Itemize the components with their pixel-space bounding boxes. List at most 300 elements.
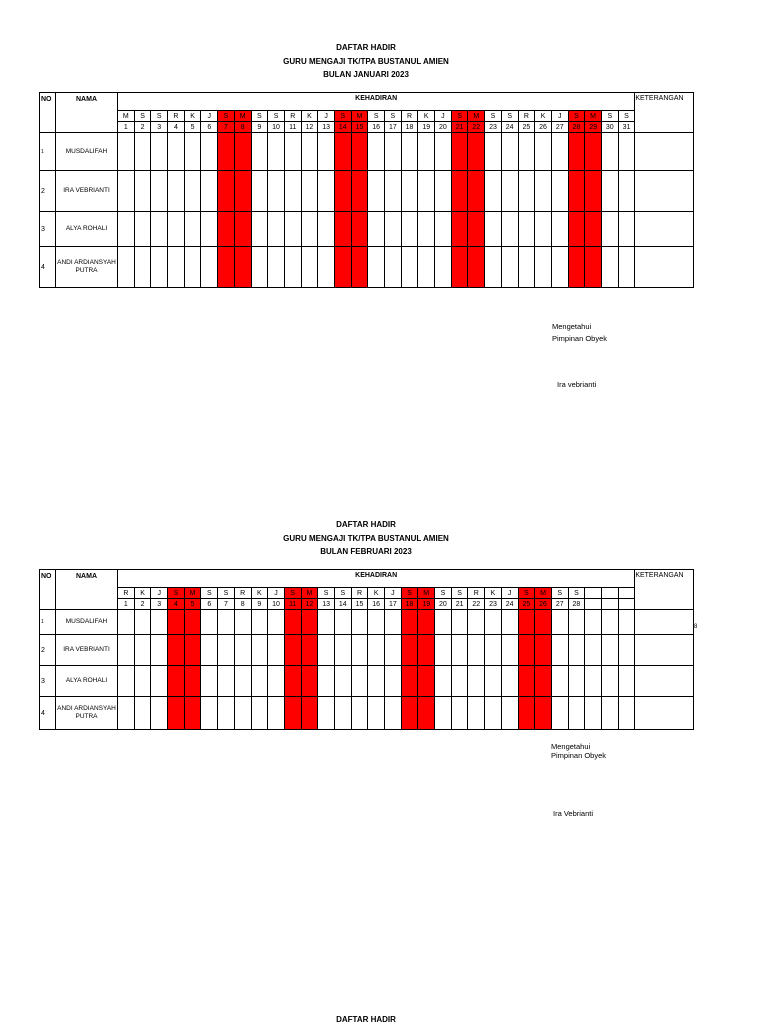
attendance-cell [568,635,585,666]
attendance-cell [568,133,585,171]
attendance-cell [268,610,285,635]
day-letter-cell: S [151,111,168,122]
day-letter-cell: M [585,111,602,122]
attendance-cell [284,212,301,247]
date-cell: 2 [134,122,151,133]
date-cell: 25 [518,599,535,610]
day-letter-cell: J [268,588,285,599]
attendance-cell [268,697,285,730]
row-number: 3 [40,666,56,697]
attendance-cell [401,610,418,635]
attendance-cell [201,171,218,212]
attendance-cell [518,635,535,666]
column-header-keterangan: KETERANGAN [635,570,694,610]
attendance-cell [585,635,602,666]
row-number: 1 [40,133,56,171]
column-header-no: NO [40,570,56,610]
attendance-cell [618,133,635,171]
attendance-cell [168,666,185,697]
remarks-cell [635,171,694,212]
attendance-cell [118,247,135,288]
attendance-cell [451,697,468,730]
attendance-cell [234,697,251,730]
date-cell: 5 [184,599,201,610]
table-row [40,212,694,247]
attendance-cell [385,133,402,171]
attendance-cell [201,697,218,730]
attendance-cell [351,212,368,247]
position-label: Pimpinan Obyek [552,334,608,343]
attendance-cell [351,666,368,697]
date-cell [618,599,635,610]
attendance-table-january [39,92,694,288]
date-cell: 28 [568,599,585,610]
remarks-cell [635,697,694,730]
attendance-cell [151,697,168,730]
attendance-cell [334,133,351,171]
attendance-cell [301,171,318,212]
attendance-cell [151,666,168,697]
attendance-cell [501,133,518,171]
attendance-cell [418,635,435,666]
attendance-cell [485,610,502,635]
date-cell: 24 [501,599,518,610]
attendance-cell [451,212,468,247]
attendance-cell [451,666,468,697]
attendance-cell [435,247,452,288]
attendance-cell [234,610,251,635]
day-letter-cell: M [468,111,485,122]
attendance-cell [268,133,285,171]
attendance-cell [318,610,335,635]
day-letter-cell: S [284,588,301,599]
date-cell: 16 [368,599,385,610]
attendance-cell [251,666,268,697]
day-letter-cell: R [234,588,251,599]
document-subtitle: GURU MENGAJI TK/TPA BUSTANUL AMIEN [283,533,449,543]
date-cell: 23 [485,599,502,610]
day-letter-cell: J [551,111,568,122]
attendance-cell [401,247,418,288]
attendance-cell [318,212,335,247]
day-letter-cell: S [218,111,235,122]
day-letter-cell: R [118,588,135,599]
attendance-cell [385,697,402,730]
attendance-cell [334,610,351,635]
table-row [40,666,694,697]
attendance-cell [468,247,485,288]
attendance-cell [318,171,335,212]
attendance-cell [618,635,635,666]
attendance-cell [251,212,268,247]
attendance-cell [151,212,168,247]
attendance-cell [435,666,452,697]
attendance-cell [501,171,518,212]
attendance-cell [418,247,435,288]
attendance-cell [268,666,285,697]
attendance-cell [234,133,251,171]
day-letter-cell: S [201,588,218,599]
document-title: DAFTAR HADIR [336,1015,396,1024]
attendance-cell [151,610,168,635]
attendance-cell [618,212,635,247]
day-letter-cell: S [451,588,468,599]
remarks-cell [635,635,694,666]
date-cell: 18 [401,122,418,133]
day-letter-cell: M [118,111,135,122]
signer-name: Ira vebrianti [557,380,597,389]
attendance-cell [385,212,402,247]
day-letter-cell: R [468,588,485,599]
table-row [40,133,694,171]
signer-name: Ira Vebrianti [553,809,594,818]
attendance-cell [184,171,201,212]
title-block-january [0,41,732,82]
day-letter-cell: S [218,588,235,599]
attendance-cell [251,247,268,288]
attendance-cell [385,635,402,666]
attendance-cell [234,247,251,288]
attendance-cell [234,171,251,212]
attendance-cell [251,171,268,212]
date-cell: 13 [318,122,335,133]
attendance-cell [134,247,151,288]
attendance-cell [451,635,468,666]
attendance-cell [334,247,351,288]
attendance-cell [401,212,418,247]
attendance-cell [234,666,251,697]
attendance-cell [618,247,635,288]
attendance-cell [301,133,318,171]
attendance-cell [418,212,435,247]
day-letter-cell: J [318,111,335,122]
date-cell [585,599,602,610]
attendance-cell [551,635,568,666]
attendance-cell [351,247,368,288]
attendance-cell [435,171,452,212]
day-letter-cell: R [518,111,535,122]
table-row [40,610,694,635]
attendance-cell [301,666,318,697]
attendance-cell [485,247,502,288]
day-letter-cell: K [535,111,552,122]
attendance-cell [551,666,568,697]
day-letter-cell: S [451,111,468,122]
attendance-cell [351,171,368,212]
attendance-cell [168,133,185,171]
date-cell: 13 [318,599,335,610]
attendance-cell [134,635,151,666]
attendance-cell [601,247,618,288]
attendance-cell [568,666,585,697]
date-cell: 3 [151,599,168,610]
attendance-cell [485,212,502,247]
attendance-cell [218,697,235,730]
table-row [40,697,694,730]
attendance-cell [134,697,151,730]
table-row [40,171,694,212]
date-cell: 25 [518,122,535,133]
date-cell: 28 [568,122,585,133]
date-cell: 26 [535,122,552,133]
attendance-cell [501,610,518,635]
attendance-cell [518,666,535,697]
attendance-cell [518,171,535,212]
day-letter-cell [601,588,618,599]
teacher-name: IRA VEBRIANTI [56,171,118,212]
attendance-cell [118,212,135,247]
attendance-cell [618,610,635,635]
document-title: DAFTAR HADIR [336,520,396,529]
attendance-cell [134,212,151,247]
day-letter-cell: M [418,588,435,599]
day-letter-cell: M [535,588,552,599]
day-letter-cell: S [518,588,535,599]
day-letter-cell [585,588,602,599]
attendance-cell [351,635,368,666]
acknowledged-label: Mengetahui [552,322,592,331]
attendance-cell [368,666,385,697]
attendance-cell [151,247,168,288]
attendance-cell [334,212,351,247]
attendance-cell [318,635,335,666]
attendance-cell [535,247,552,288]
attendance-cell [551,697,568,730]
attendance-cell [601,666,618,697]
day-letter-cell: S [485,111,502,122]
day-letter-cell: K [301,111,318,122]
date-cell: 5 [184,122,201,133]
attendance-cell [601,697,618,730]
attendance-cell [118,171,135,212]
attendance-cell [118,697,135,730]
attendance-cell [385,610,402,635]
attendance-cell [451,171,468,212]
remarks-cell [635,247,694,288]
attendance-cell [401,133,418,171]
attendance-cell [184,133,201,171]
attendance-cell [585,212,602,247]
attendance-cell [251,133,268,171]
attendance-cell [201,247,218,288]
date-cell: 15 [351,122,368,133]
row-number: 4 [40,697,56,730]
attendance-cell [568,212,585,247]
signature-block-february [551,741,606,762]
attendance-cell [351,697,368,730]
attendance-cell [368,247,385,288]
day-letter-cell: S [268,111,285,122]
attendance-cell [201,666,218,697]
date-cell: 29 [585,122,602,133]
date-cell: 21 [451,599,468,610]
attendance-cell [184,247,201,288]
date-cell: 7 [218,599,235,610]
attendance-cell [251,610,268,635]
attendance-cell [451,247,468,288]
date-cell [601,599,618,610]
attendance-table-february [39,569,694,730]
attendance-cell [501,697,518,730]
attendance-cell [585,133,602,171]
attendance-cell [585,171,602,212]
date-cell: 17 [385,599,402,610]
date-cell: 14 [334,122,351,133]
day-letter-cell: K [485,588,502,599]
day-letter-cell: S [618,111,635,122]
attendance-cell [568,697,585,730]
day-letter-cell: S [134,111,151,122]
attendance-cell [418,666,435,697]
attendance-cell [468,635,485,666]
signature-block-january [552,321,607,345]
date-cell: 6 [201,122,218,133]
attendance-cell [468,610,485,635]
attendance-cell [318,133,335,171]
column-header-nama: NAMA [56,570,118,610]
attendance-cell [118,610,135,635]
attendance-cell [218,666,235,697]
date-cell: 23 [485,122,502,133]
attendance-cell [218,247,235,288]
attendance-cell [134,171,151,212]
teacher-name: ANDI ARDIANSYAH PUTRA [56,697,118,730]
date-cell: 17 [385,122,402,133]
attendance-cell [168,610,185,635]
attendance-cell [268,247,285,288]
date-cell: 14 [334,599,351,610]
attendance-cell [201,610,218,635]
attendance-cell [535,171,552,212]
date-cell: 12 [301,599,318,610]
attendance-cell [551,247,568,288]
column-header-nama: NAMA [56,93,118,133]
attendance-cell [601,212,618,247]
date-cell: 9 [251,599,268,610]
attendance-cell [585,247,602,288]
day-letter-cell: S [251,111,268,122]
attendance-cell [218,610,235,635]
column-header-kehadiran: KEHADIRAN [118,93,635,111]
column-header-no: NO [40,93,56,133]
day-letter-cell: S [568,111,585,122]
date-cell: 18 [401,599,418,610]
column-header-keterangan: KETERANGAN [635,93,694,133]
remarks-cell [635,212,694,247]
day-letter-cell: R [351,588,368,599]
date-cell: 19 [418,122,435,133]
attendance-cell [518,697,535,730]
row-number: 4 [40,247,56,288]
day-letter-cell: R [401,111,418,122]
attendance-cell [485,171,502,212]
attendance-cell [585,610,602,635]
attendance-cell [168,247,185,288]
title-block-march [0,1013,732,1027]
attendance-cell [201,212,218,247]
attendance-cell [234,635,251,666]
attendance-cell [501,212,518,247]
date-cell: 1 [118,122,135,133]
attendance-cell [601,171,618,212]
teacher-name: MUSDALIFAH [56,610,118,635]
day-letter-cell: S [601,111,618,122]
attendance-cell [601,133,618,171]
attendance-cell [318,247,335,288]
attendance-cell [284,635,301,666]
row-number: 1 [40,610,56,635]
attendance-cell [151,635,168,666]
attendance-cell [568,171,585,212]
attendance-cell [435,133,452,171]
day-letter-cell: S [551,588,568,599]
attendance-cell [468,171,485,212]
attendance-cell [485,133,502,171]
attendance-cell [201,635,218,666]
date-cell: 24 [501,122,518,133]
remarks-cell [635,610,694,635]
attendance-cell [518,610,535,635]
attendance-cell [518,212,535,247]
attendance-cell [151,133,168,171]
day-letter-cell: K [368,588,385,599]
attendance-cell [151,171,168,212]
day-letter-cell: M [234,111,251,122]
attendance-cell [568,247,585,288]
day-letter-cell: M [351,111,368,122]
date-cell: 26 [535,599,552,610]
date-cell: 8 [234,599,251,610]
attendance-cell [184,666,201,697]
attendance-cell [551,212,568,247]
attendance-cell [334,666,351,697]
date-cell: 1 [118,599,135,610]
attendance-cell [118,133,135,171]
attendance-cell [618,171,635,212]
attendance-cell [134,666,151,697]
attendance-cell [585,666,602,697]
attendance-cell [535,697,552,730]
day-letter-cell: M [301,588,318,599]
attendance-cell [334,635,351,666]
date-cell: 19 [418,599,435,610]
day-letter-cell: J [385,588,402,599]
attendance-cell [268,635,285,666]
attendance-cell [385,171,402,212]
attendance-cell [301,697,318,730]
attendance-cell [501,635,518,666]
date-cell: 6 [201,599,218,610]
day-letter-cell: R [284,111,301,122]
attendance-cell [535,133,552,171]
day-letter-cell: S [435,588,452,599]
date-cell: 12 [301,122,318,133]
attendance-cell [535,635,552,666]
document-title: DAFTAR HADIR [336,43,396,52]
attendance-cell [601,635,618,666]
day-letter-cell: J [501,588,518,599]
date-cell: 20 [435,122,452,133]
attendance-cell [385,666,402,697]
date-cell: 20 [435,599,452,610]
attendance-cell [418,133,435,171]
table-row [40,635,694,666]
attendance-cell [134,610,151,635]
day-letter-cell: S [334,111,351,122]
attendance-cell [218,635,235,666]
teacher-name: IRA VEBRIANTI [56,635,118,666]
day-letter-cell: K [184,111,201,122]
